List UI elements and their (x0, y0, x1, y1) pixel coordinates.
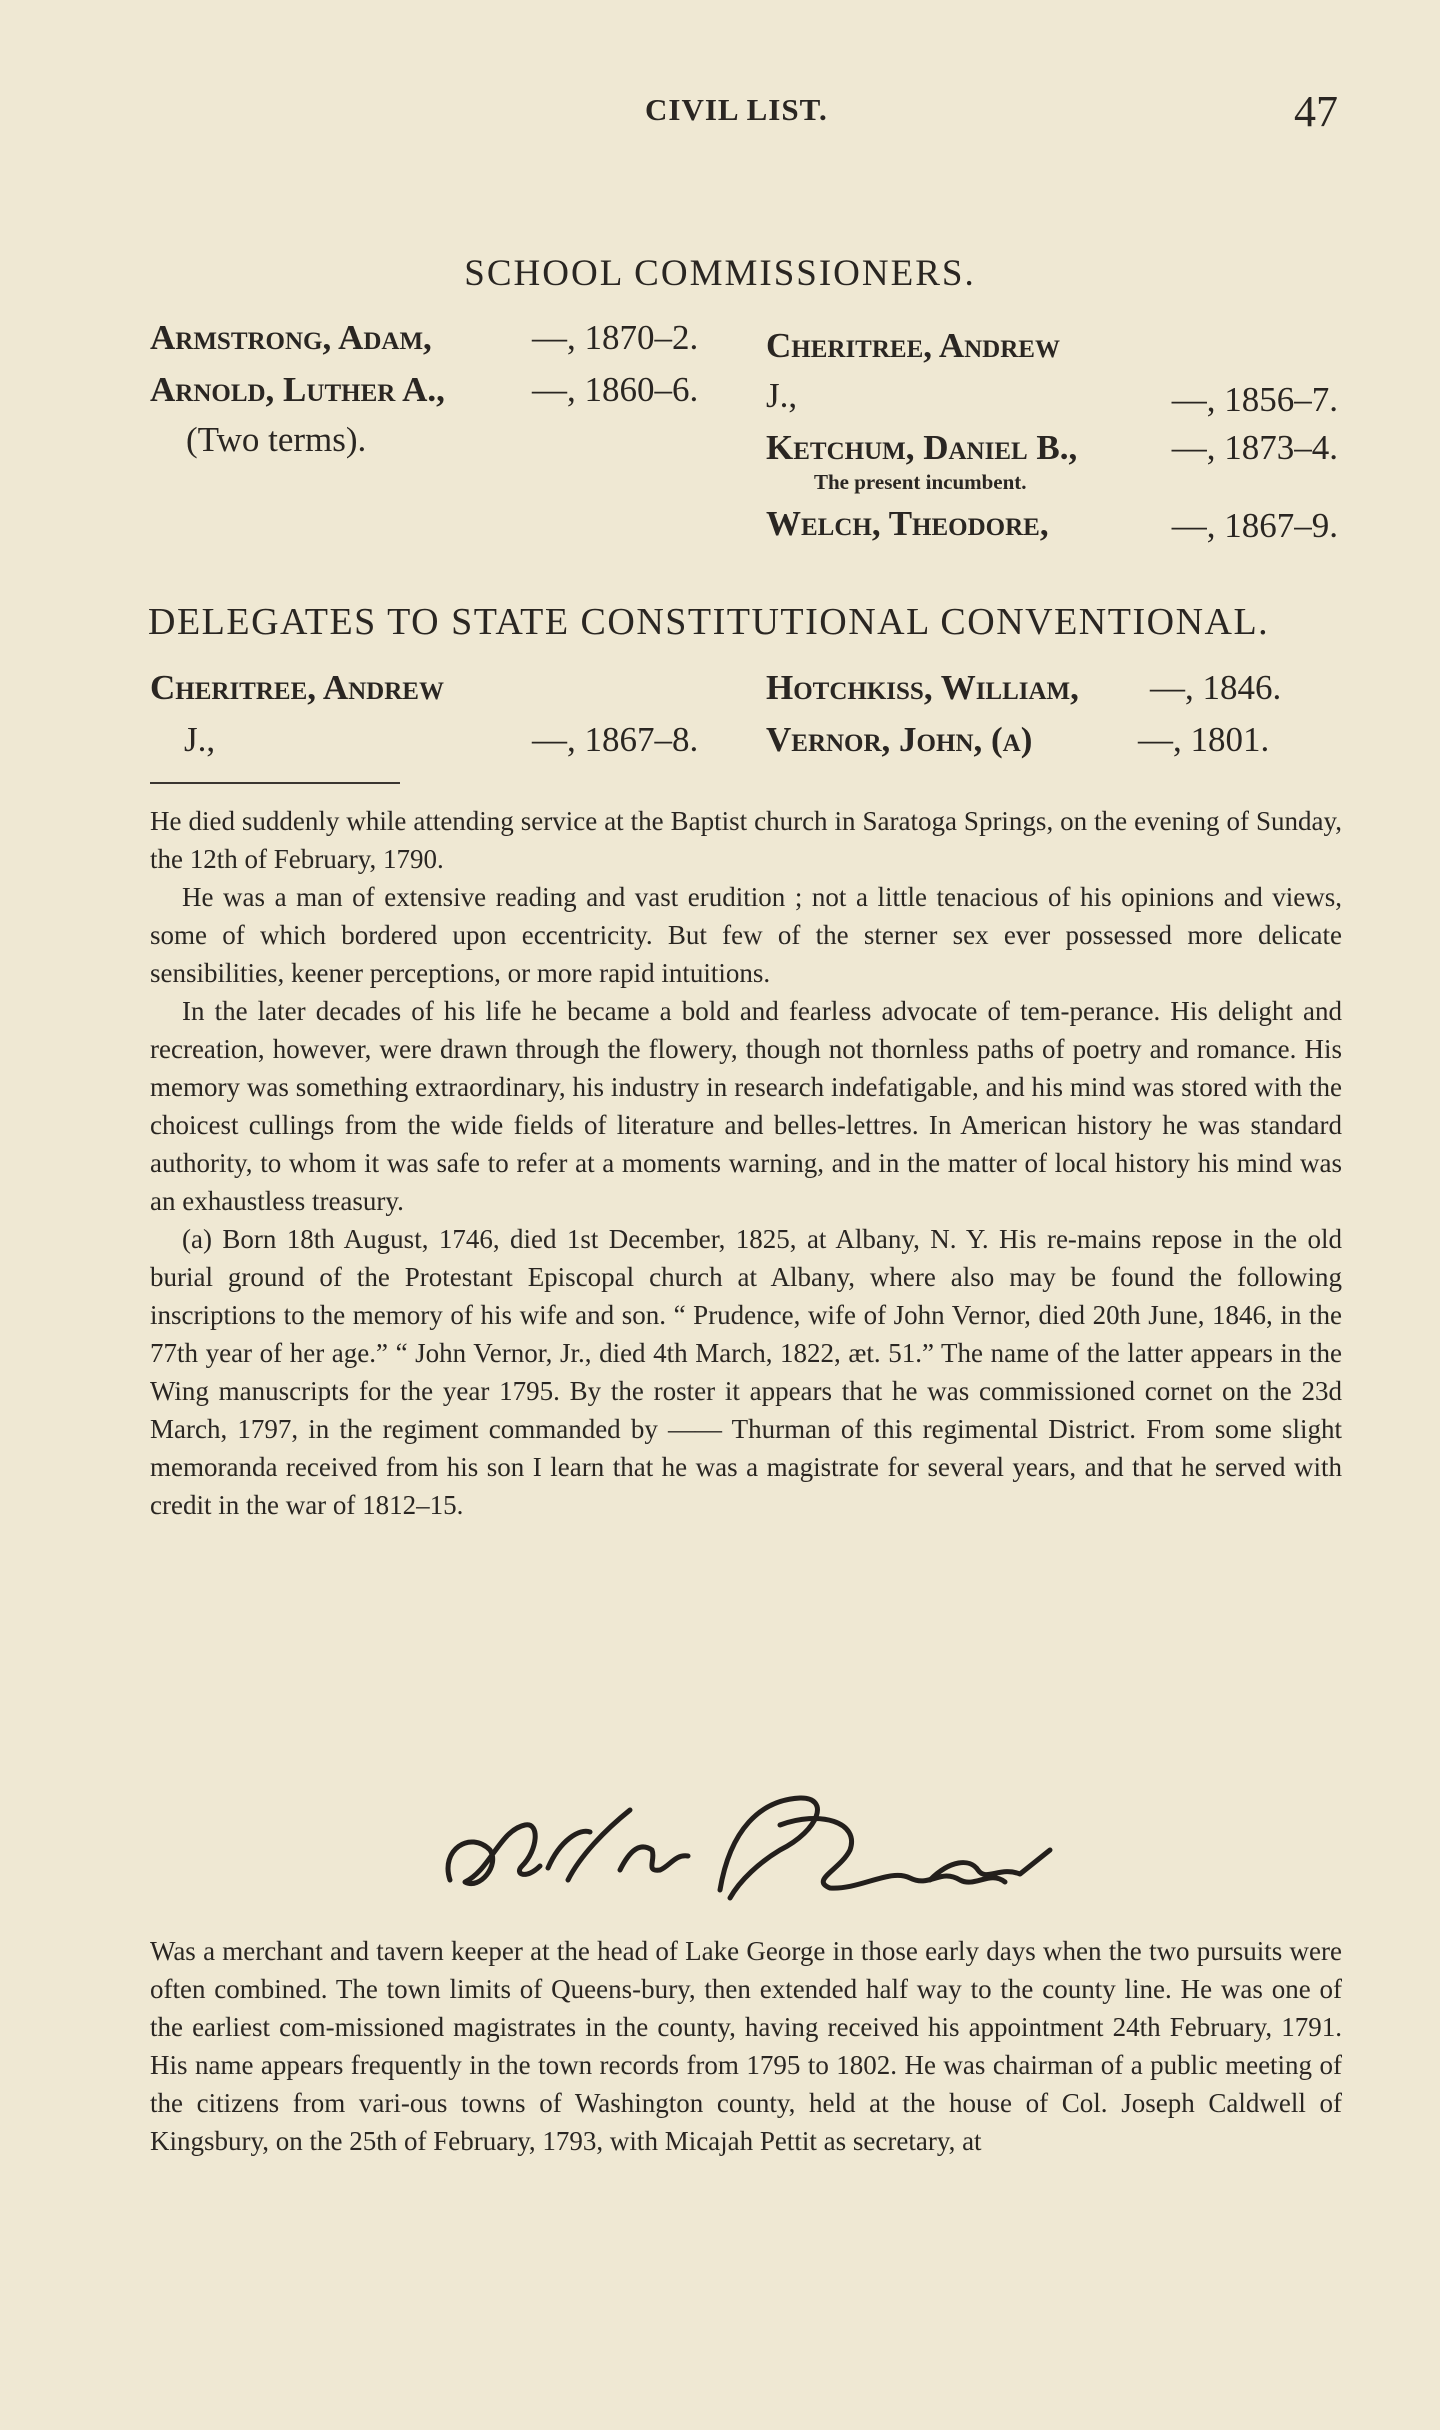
commissioner-name: Welch, Theodore, (766, 504, 1049, 543)
commissioner-term: —, 1870–2. (532, 318, 699, 357)
paragraph: (a) Born 18th August, 1746, died 1st December, 1825, at Albany, N. Y. His re-mains repose in the old burial ground of the Protestant Episcopal church at Albany, where also may be found the following inscriptions to the memory of his wife and son. “ Prudence, wife of John Vernor, died 20th June, 1846, in the 77th year of her age.” “ John Vernor, Jr., died 4th March, 1822, æt. 51.” The name of the latter appears in the Wing manuscripts for the year 1795. By the roster it appears that he was commissioned cornet on the 23d March, 1797, in the regiment commanded by —— Thurman of this regimental District. From some slight memoranda received from his son I learn that he was a magistrate for several years, and that he served with credit in the war of 1812–15. (150, 1224, 1342, 1520)
commissioner-term: —, 1867–9. (1171, 506, 1338, 545)
commissioner-note: (Two terms). (186, 420, 367, 459)
commissioner-name-cont: J., (766, 376, 798, 415)
commissioner-name: Armstrong, Adam, (150, 318, 432, 357)
delegate-name: Vernor, John, (a) (766, 720, 1033, 759)
commissioner-name: Arnold, Luther A., (150, 370, 445, 409)
delegate-name: Hotchkiss, William, (766, 668, 1079, 707)
signature-image (430, 1770, 1070, 1930)
delegate-name: Cheritree, Andrew (150, 668, 444, 707)
commissioner-term: —, 1856–7. (1171, 380, 1338, 419)
commissioner-name: Ketchum, Daniel B., (766, 428, 1078, 467)
delegate-name-cont: J., (184, 720, 216, 759)
signature-text: John Vernor (750, 1920, 755, 1921)
commissioner-term: —, 1860–6. (532, 370, 699, 409)
page-number: 47 (1294, 87, 1338, 136)
paragraph: Was a merchant and tavern keeper at the head of Lake George in those early days when the two pursuits were often combined. The town limits of Queens-bury, then extended half way to the county line. He was one of the earliest com-missioned magistrates in the county, having received his appointment 24th February, 1791. His name appears frequently in the town records from 1795 to 1802. He was chairman of a public meeting of the citizens from vari-ous towns of Washington county, held at the house of Col. Joseph Caldwell of Kingsbury, on the 25th of February, 1793, with Micajah Pettit as secretary, at (150, 1936, 1342, 2156)
delegate-term: —, 1846. (1150, 668, 1282, 707)
delegates-heading: DELEGATES TO STATE CONSTITUTIONAL CONVENTIONAL. (148, 601, 1270, 643)
commissioner-name: Cheritree, Andrew (766, 326, 1060, 365)
school-commissioners-heading: SCHOOL COMMISSIONERS. (464, 253, 976, 294)
delegate-term: —, 1867–8. (532, 720, 699, 759)
paragraph: In the later decades of his life he became a bold and fearless advocate of tem-perance. His delight and recreation, however, were drawn through the flowery, though not thornless paths of poetry and romance. His memory was something extraordinary, his industry in research indefatigable, and his mind was stored with the choicest cullings from the wide fields of literature and belles-lettres. In American history he was standard authority, to whom it was safe to refer at a moments warning, and in the matter of local history his mind was an exhaustless treasury. (150, 996, 1342, 1216)
footnote-rule (150, 782, 400, 784)
paragraph: He died suddenly while attending service at the Baptist church in Saratoga Springs, on the evening of Sunday, the 12th of February, 1790. (150, 806, 1342, 874)
commissioner-note: The present incumbent. (814, 470, 1027, 494)
delegate-term: —, 1801. (1138, 720, 1270, 759)
commissioner-term: —, 1873–4. (1171, 428, 1338, 467)
running-head (0, 87, 1440, 142)
running-title: CIVIL LIST. (645, 92, 828, 127)
paragraph: He was a man of extensive reading and vast erudition ; not a little tenacious of his opinions and views, some of which bordered upon eccentricity. But few of the sterner sex ever possessed more delicate sensibilities, keener perceptions, or more rapid intuitions. (150, 882, 1342, 988)
footnote-block (150, 802, 1342, 1524)
closing-block (150, 1932, 1342, 2160)
